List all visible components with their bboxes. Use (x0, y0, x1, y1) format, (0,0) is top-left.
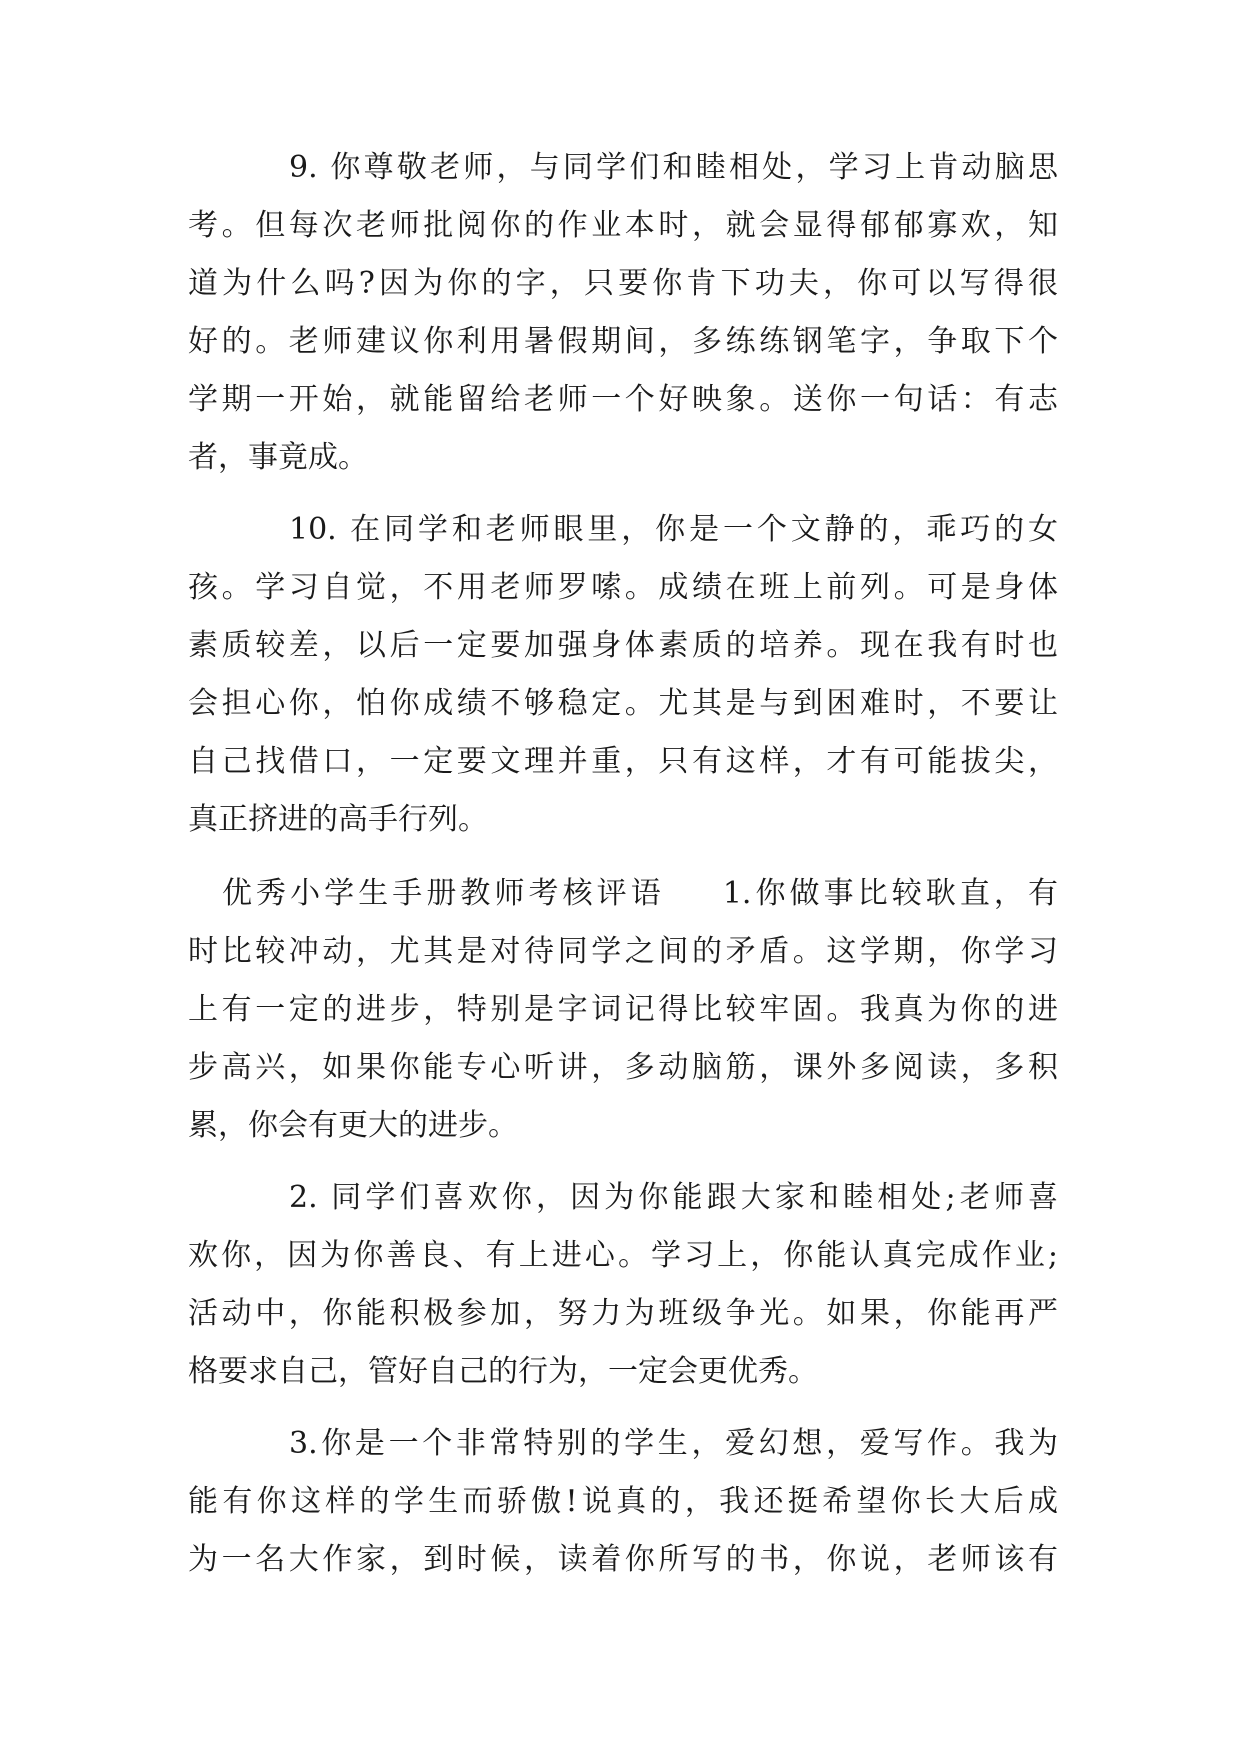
paragraph-3-line-3: 为一名大作家，到时候，读着你所写的书，你说，老师该有 (188, 1542, 1058, 1577)
paragraph-10-line-2: 孩。学习自觉，不用老师罗嗦。成绩在班上前列。可是身体 (188, 570, 1058, 605)
paragraph-1-line-3: 上有一定的进步，特别是字词记得比较牢固。我真为你的进 (188, 992, 1058, 1027)
section-first-line-rest: 1.你做事比较耿直，有 (722, 876, 1058, 911)
paragraph-9-line-3: 道为什么吗?因为你的字，只要你肯下功夫，你可以写得很 (188, 266, 1058, 301)
paragraph-10-line-5: 自己找借口，一定要文理并重，只有这样，才有可能拔尖， (188, 744, 1058, 779)
paragraph-9-line-5: 学期一开始，就能留给老师一个好映象。送你一句话：有志 (188, 382, 1058, 417)
paragraph-2-line-1: 2. 同学们喜欢你，因为你能跟大家和睦相处;老师喜 (289, 1180, 1058, 1215)
paragraph-9-line-2: 考。但每次老师批阅你的作业本时，就会显得郁郁寡欢，知 (188, 208, 1058, 243)
paragraph-3-line-2: 能有你这样的学生而骄傲!说真的，我还挺希望你长大后成 (188, 1484, 1058, 1519)
paragraph-9-line-1: 9. 你尊敬老师，与同学们和睦相处，学习上肯动脑思 (289, 150, 1058, 185)
paragraph-1-line-5: 累，你会有更大的进步。 (188, 1108, 518, 1143)
paragraph-10-line-3: 素质较差，以后一定要加强身体素质的培养。现在我有时也 (188, 628, 1058, 663)
section-heading-line (222, 866, 1058, 922)
section-heading: 优秀小学生手册教师考核评语 (222, 876, 665, 911)
paragraph-2-line-4: 格要求自己，管好自己的行为，一定会更优秀。 (188, 1354, 818, 1389)
paragraph-1-line-4: 步高兴，如果你能专心听讲，多动脑筋，课外多阅读，多积 (188, 1050, 1058, 1085)
paragraph-2-line-2: 欢你，因为你善良、有上进心。学习上，你能认真完成作业; (188, 1238, 1058, 1273)
paragraph-3-line-1: 3.你是一个非常特别的学生，爱幻想，爱写作。我为 (289, 1426, 1058, 1461)
paragraph-1-line-2: 时比较冲动，尤其是对待同学之间的矛盾。这学期，你学习 (188, 934, 1058, 969)
paragraph-9-line-4: 好的。老师建议你利用暑假期间，多练练钢笔字，争取下个 (188, 324, 1058, 359)
paragraph-10-line-1: 10. 在同学和老师眼里，你是一个文静的，乖巧的女 (289, 512, 1058, 547)
paragraph-9-line-6: 者，事竟成。 (188, 440, 368, 475)
paragraph-10-line-6: 真正挤进的高手行列。 (188, 802, 488, 837)
paragraph-2-line-3: 活动中，你能积极参加，努力为班级争光。如果，你能再严 (188, 1296, 1058, 1331)
paragraph-10-line-4: 会担心你，怕你成绩不够稳定。尤其是与到困难时，不要让 (188, 686, 1058, 721)
